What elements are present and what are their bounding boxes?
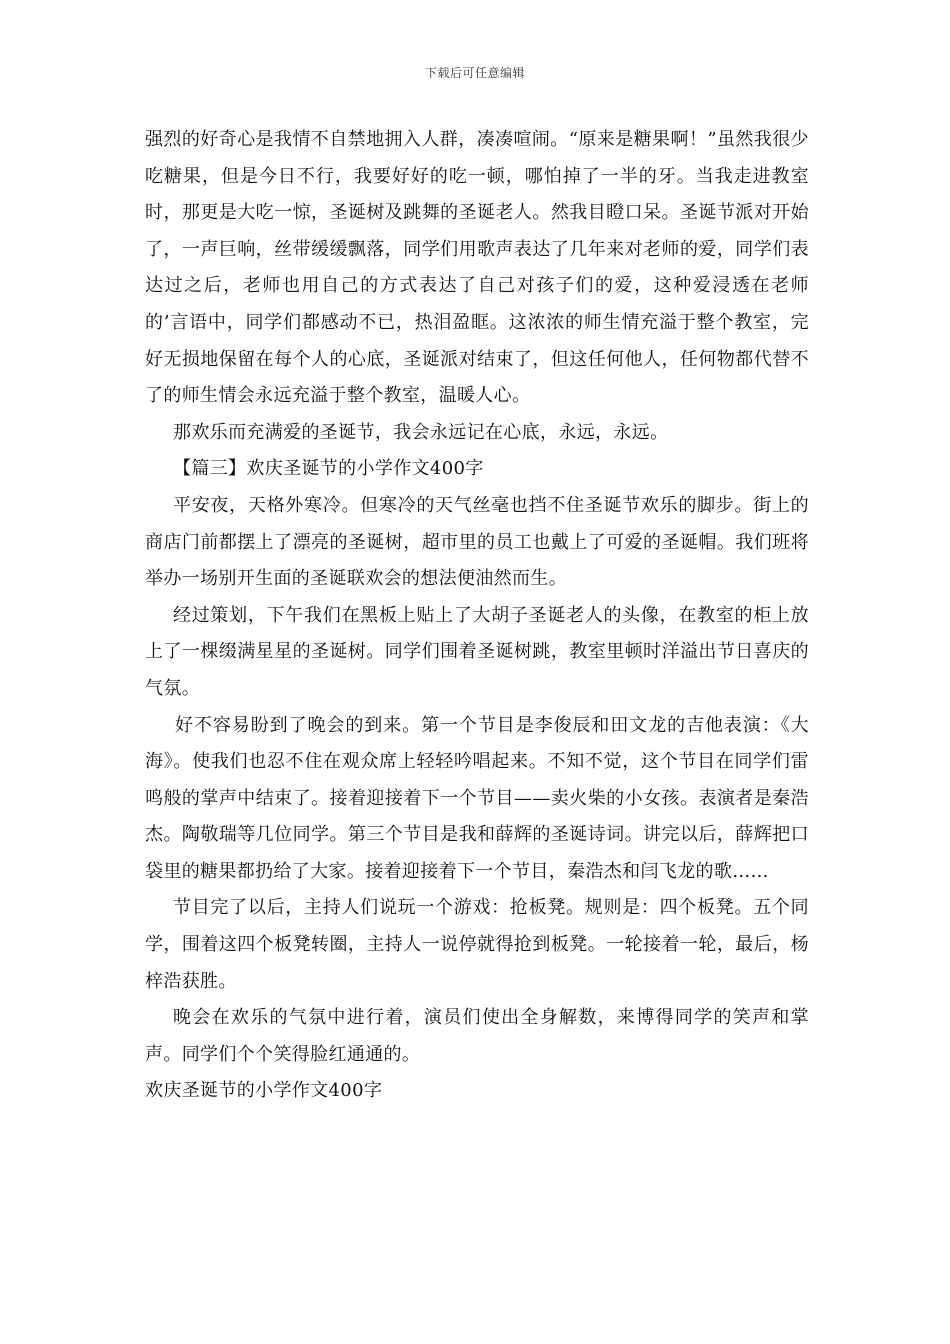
- paragraph-christmas-eve: 平安夜，天格外寒冷。但寒冷的天气丝毫也挡不住圣诞节欢乐的脚步。街上的商店门前都摆上了漂亮的圣诞树，超市里的员工也戴上了可爱的圣诞帽。我们班将举办一场别开生面的圣诞联欢会的想法便油然而生。: [145, 494, 809, 590]
- paragraph-planning: 经过策划，下午我们在黑板上贴上了大胡子圣诞老人的头像，在教室的柜上放上了一棵缀满星星的圣诞树。同学们围着圣诞树跳，教室里顿时洋溢出节日喜庆的气氛。: [145, 604, 809, 699]
- paragraph-christmas-party: 强烈的好奇心是我情不自禁地拥入人群，凑凑喧闹。“原来是糖果啊！”虽然我很少吃糖果，但是今日不行，我要好好的吃一顿，哪怕掉了一半的牙。当我走进教室时，那更是大吃一惊，圣诞树及跳舞的圣诞老人。然我目瞪口呆。圣诞节派对开始了，一声巨响，丝带缓缓飘落，同学们用歌声表达了几年来对老师的爱，同学们表达过之后，老师也用自己的方式表达了自己对孩子们的爱，这种爱浸透在老师的’言语中，同学们都感动不已，热泪盈眶。这浓浓的师生情充溢于整个教室，完好无损地保留在每个人的心底，圣诞派对结束了，但这任何他人，任何物都代替不了的师生情会永远充溢于整个教室，温暖人心。: [145, 129, 809, 407]
- paragraph-game: 节目完了以后，主持人们说玩一个游戏：抢板凳。规则是：四个板凳。五个同学，围着这四个板凳转圈，主持人一说停就得抢到板凳。一轮接着一轮，最后，杨梓浩获胜。: [145, 897, 809, 992]
- closing-title: 欢庆圣诞节的小学作文400字: [145, 1080, 383, 1102]
- section-heading-part-three: 【篇三】欢庆圣诞节的小学作文400字: [173, 458, 484, 480]
- paragraph-closing-memory: 那欢乐而充满爱的圣诞节，我会永远记在心底，永远，永远。: [173, 421, 669, 443]
- article-body: [145, 122, 809, 1110]
- paragraph-laughter: 晚会在欢乐的气氛中进行着，演员们使出全身解数，来博得同学的笑声和掌声。同学们个个笑得脸红通通的。: [145, 1007, 809, 1065]
- paragraph-performances: 好不容易盼到了晚会的到来。第一个节目是李俊辰和田文龙的吉他表演：《大海》。使我们也忍不住在观众席上轻轻吟唱起来。不知不觉，这个节目在同学们雷鸣般的掌声中结束了。接着迎接着下一个节目——卖火柴的小女孩。表演者是秦浩杰。陶敬瑞等几位同学。第三个节目是我和薛辉的圣诞诗词。讲完以后，薛辉把口袋里的糖果都扔给了大家。接着迎接着下一个节目，秦浩杰和闫飞龙的歌……: [145, 714, 809, 882]
- page-header: 下载后可任意编辑: [424, 66, 525, 80]
